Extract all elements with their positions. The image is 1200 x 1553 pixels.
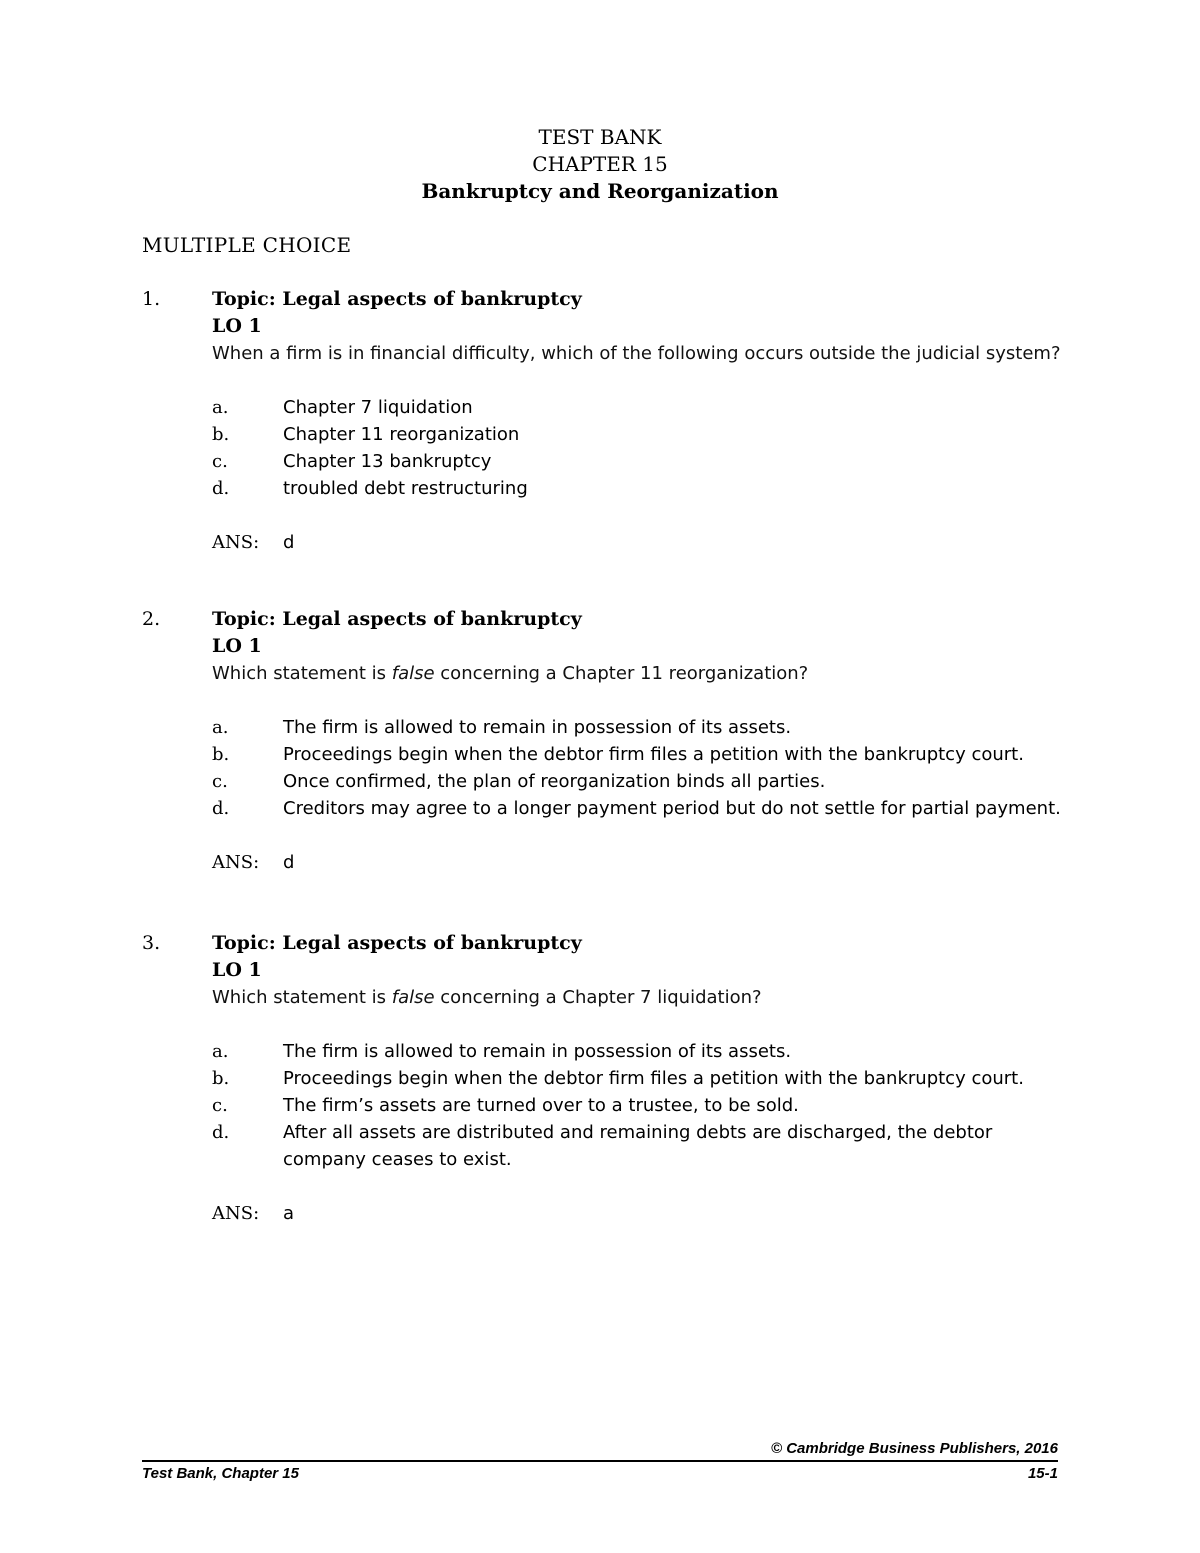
option-letter: c. xyxy=(212,1095,228,1116)
page-header xyxy=(0,124,1200,205)
option-text: The firm is allowed to remain in possession of its assets. xyxy=(283,1041,792,1062)
stem-text: Which statement is xyxy=(212,663,392,684)
option-d xyxy=(212,795,1062,822)
option-letter: b. xyxy=(212,424,230,445)
stem-emphasis: false xyxy=(391,987,435,1008)
option-list xyxy=(212,394,1062,502)
header-subtitle: Bankruptcy and Reorganization xyxy=(421,179,779,203)
question-2 xyxy=(142,606,1062,876)
header-chapter: CHAPTER 15 xyxy=(532,152,668,176)
option-a xyxy=(212,714,1062,741)
footer-page-number: 15-1 xyxy=(1027,1465,1058,1482)
footer-divider xyxy=(142,1460,1058,1462)
question-number: 1. xyxy=(142,288,161,310)
option-text: The firm’s assets are turned over to a trustee, to be sold. xyxy=(283,1095,799,1116)
option-letter: a. xyxy=(212,1041,229,1062)
option-list xyxy=(212,714,1062,822)
question-number: 2. xyxy=(142,608,161,630)
question-learning-objective: LO 1 xyxy=(212,315,262,337)
option-c xyxy=(212,768,1062,795)
option-text: Chapter 13 bankruptcy xyxy=(283,451,492,472)
question-1 xyxy=(142,286,1062,556)
option-text: Once confirmed, the plan of reorganization binds all parties. xyxy=(283,771,826,792)
option-letter: a. xyxy=(212,717,229,738)
question-3 xyxy=(142,930,1062,1227)
option-c xyxy=(212,1092,1062,1119)
question-topic: Topic: Legal aspects of bankruptcy xyxy=(212,288,582,310)
option-c xyxy=(212,448,1062,475)
option-letter: a. xyxy=(212,397,229,418)
option-letter: c. xyxy=(212,451,228,472)
option-text: Chapter 11 reorganization xyxy=(283,424,520,445)
question-topic: Topic: Legal aspects of bankruptcy xyxy=(212,608,582,630)
answer-line xyxy=(212,849,1062,876)
option-b xyxy=(212,741,1062,768)
option-text: After all assets are distributed and remaining debts are discharged, the debtor company ceases to exist. xyxy=(283,1122,993,1170)
stem-text: Which statement is xyxy=(212,987,392,1008)
answer-value: a xyxy=(283,1203,295,1224)
option-list xyxy=(212,1038,1062,1173)
answer-label: ANS: xyxy=(212,852,260,873)
question-learning-objective: LO 1 xyxy=(212,959,262,981)
stem-text: When a firm is in financial difficulty, which of the following occurs outside the judicial system? xyxy=(212,343,1061,364)
footer-running-title: Test Bank, Chapter 15 xyxy=(142,1465,299,1482)
option-b xyxy=(212,1065,1062,1092)
stem-text: concerning a Chapter 11 reorganization? xyxy=(434,663,809,684)
header-title: TEST BANK xyxy=(538,125,662,149)
stem-emphasis: false xyxy=(391,663,435,684)
option-a xyxy=(212,394,1062,421)
option-d xyxy=(212,475,1062,502)
option-text: Creditors may agree to a longer payment period but do not settle for partial payment. xyxy=(283,798,1061,819)
question-stem xyxy=(212,660,1062,687)
option-text: troubled debt restructuring xyxy=(283,478,528,499)
footer-copyright: © Cambridge Business Publishers, 2016 xyxy=(771,1440,1058,1457)
option-letter: d. xyxy=(212,798,230,819)
option-a xyxy=(212,1038,1062,1065)
question-stem xyxy=(212,340,1062,367)
question-topic: Topic: Legal aspects of bankruptcy xyxy=(212,932,582,954)
answer-value: d xyxy=(283,532,295,553)
option-b xyxy=(212,421,1062,448)
answer-label: ANS: xyxy=(212,1203,260,1224)
question-learning-objective: LO 1 xyxy=(212,635,262,657)
option-d xyxy=(212,1119,1062,1173)
option-letter: c. xyxy=(212,771,228,792)
option-text: Proceedings begin when the debtor firm files a petition with the bankruptcy court. xyxy=(283,744,1024,765)
question-number: 3. xyxy=(142,932,161,954)
answer-label: ANS: xyxy=(212,532,260,553)
option-text: Proceedings begin when the debtor firm files a petition with the bankruptcy court. xyxy=(283,1068,1024,1089)
answer-line xyxy=(212,1200,1062,1227)
section-heading: MULTIPLE CHOICE xyxy=(142,233,352,257)
stem-text: concerning a Chapter 7 liquidation? xyxy=(434,987,762,1008)
option-text: Chapter 7 liquidation xyxy=(283,397,473,418)
answer-line xyxy=(212,529,1062,556)
answer-value: d xyxy=(283,852,295,873)
option-letter: b. xyxy=(212,744,230,765)
option-text: The firm is allowed to remain in possession of its assets. xyxy=(283,717,792,738)
option-letter: d. xyxy=(212,1122,230,1143)
option-letter: d. xyxy=(212,478,230,499)
option-letter: b. xyxy=(212,1068,230,1089)
question-stem xyxy=(212,984,1062,1011)
